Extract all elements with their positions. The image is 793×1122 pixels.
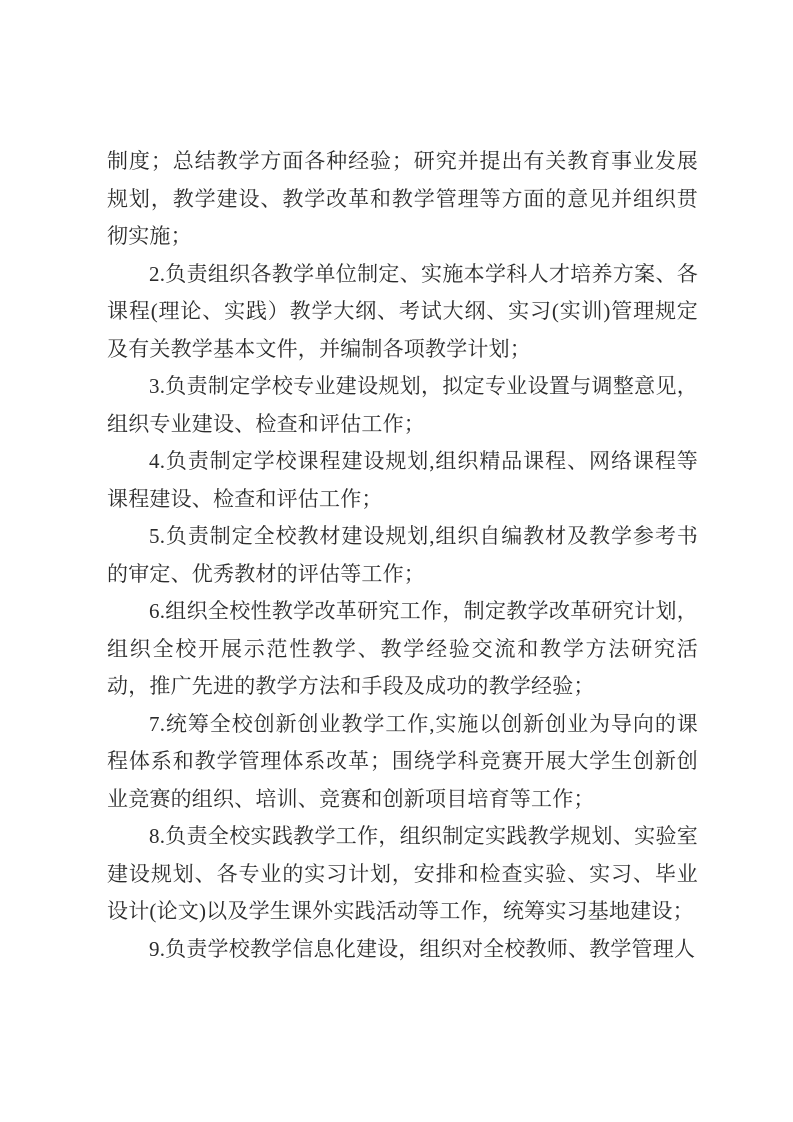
- paragraph-item-8: 8.负责全校实践教学工作，组织制定实践教学规划、实验室建设规划、各专业的实习计划，安排和检查实验、实习、毕业设计(论文)以及学生课外实践活动等工作，统筹实习基地建设；: [107, 824, 698, 923]
- paragraph-item-5: 5.负责制定全校教材建设规划,组织自编教材及教学参考书的审定、优秀教材的评估等工作；: [107, 524, 698, 586]
- paragraph-item-3: 3.负责制定学校专业建设规划，拟定专业设置与调整意见，组织专业建设、检查和评估工作；: [107, 374, 698, 436]
- paragraph-item-7: 7.统筹全校创新创业教学工作,实施以创新创业为导向的课程体系和教学管理体系改革；围绕学科竞赛开展大学生创新创业竞赛的组织、培训、竞赛和创新项目培育等工作；: [107, 711, 698, 811]
- paragraph-item-2: 2.负责组织各教学单位制定、实施本学科人才培养方案、各课程(理论、实践）教学大纲、考试大纲、实习(实训)管理规定及有关教学基本文件，并编制各项教学计划；: [107, 261, 698, 361]
- paragraph-item-4: 4.负责制定学校课程建设规划,组织精品课程、网络课程等课程建设、检查和评估工作；: [107, 449, 698, 511]
- paragraph-item-6: 6.组织全校性教学改革研究工作，制定教学改革研究计划，组织全校开展示范性教学、教学经验交流和教学方法研究活动，推广先进的教学方法和手段及成功的教学经验；: [107, 599, 698, 698]
- paragraph-continuation: 制度；总结教学方面各种经验；研究并提出有关教育事业发展规划，教学建设、教学改革和教学管理等方面的意见并组织贯彻实施；: [107, 149, 698, 248]
- document-body: [107, 143, 698, 968]
- paragraph-item-9: 9.负责学校教学信息化建设，组织对全校教师、教学管理人: [149, 936, 696, 961]
